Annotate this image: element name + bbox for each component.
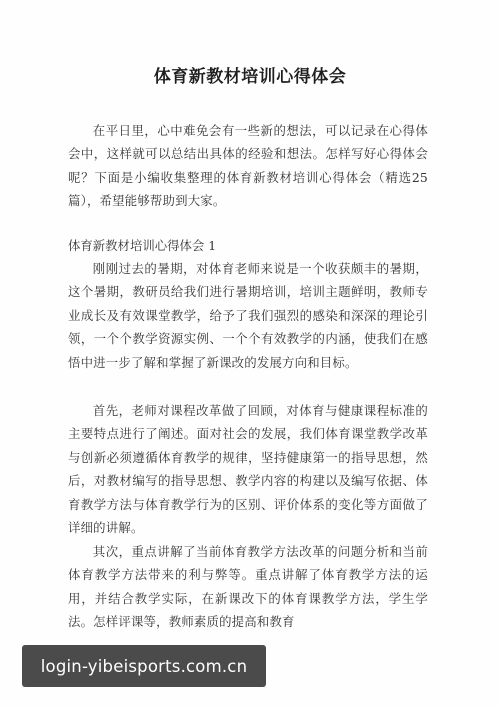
body-paragraph-1: 刚刚过去的暑期，对体育老师来说是一个收获颇丰的暑期，这个暑期，教研员给我们进行暑期培训，培训主题鲜明，教师专业成长及有效课堂教学，给予了我们强烈的感染和深深的理论引领，一个个教学资源实例、一个个有效教学的内涵，使我们在感悟中进一步了解和掌握了新课改的发展方向和目标。: [68, 261, 428, 370]
section-heading: 体育新教材培训心得体会 1: [68, 238, 217, 253]
intro-paragraph: 在平日里，心中难免会有一些新的想法，可以记录在心得体会中，这样就可以总结出具体的经验和想法。怎样写好心得体会呢？下面是小编收集整理的体育新教材培训心得体会（精选25篇），希望能够帮助到大家。: [68, 123, 428, 209]
body-paragraph-2: 首先，老师对课程改革做了回顾，对体育与健康课程标准的主要特点进行了阐述。面对社会的发展，我们体育课堂教学改革与创新必须遵循体育教学的规律，坚持健康第一的指导思想，然后，对教材编写的指导思想、教学内容的构建以及编写依据、体育教学方法与体育教学行为的区别、评价体系的变化等方面做了详细的讲解。: [68, 403, 428, 536]
body-paragraph-3: 其次，重点讲解了当前体育教学方法改革的问题分析和当前体育教学方法带来的利与弊等。重点讲解了体育教学方法的运用，并结合教学实际，在新课改下的体育课教学方法，学生学法。怎样评课等，教师素质的提高和教育: [68, 544, 428, 630]
watermark-banner: [22, 645, 266, 687]
document-title: 体育新教材培训心得体会: [153, 67, 347, 87]
watermark-url: login-yibeisports.com.cn: [40, 656, 248, 676]
